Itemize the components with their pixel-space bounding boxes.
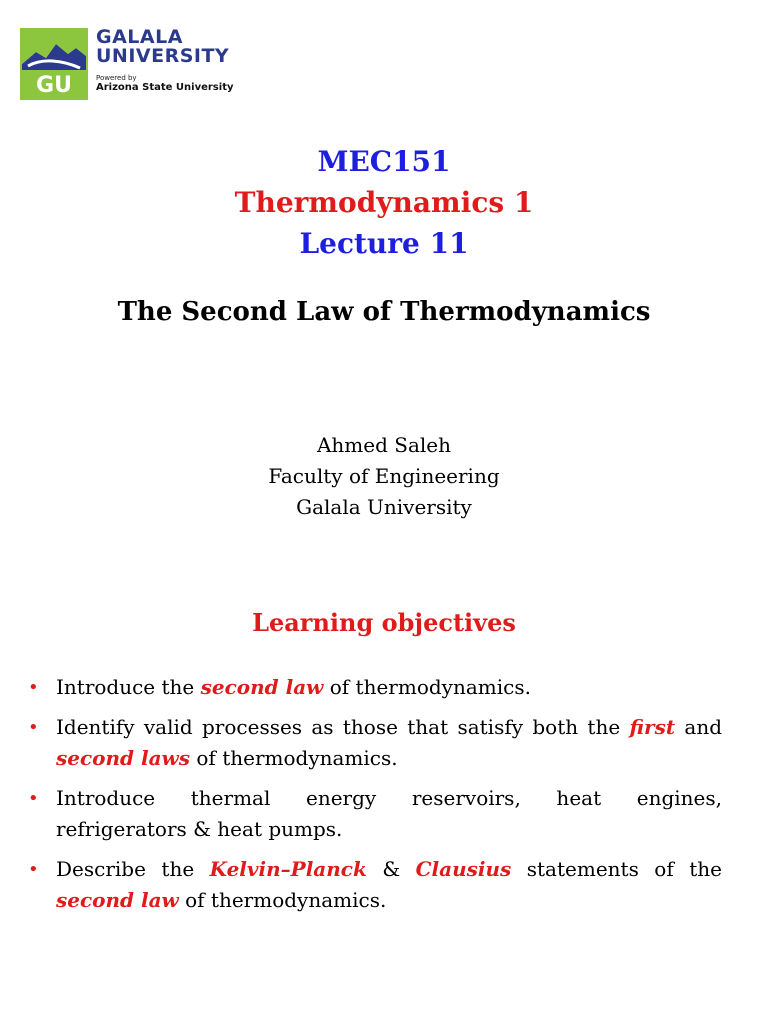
course-code: MEC151 (317, 145, 451, 178)
gu-emblem-icon (20, 28, 88, 100)
objective-emphasis: Clausius (415, 857, 512, 881)
objective-text: & (366, 857, 416, 881)
logo-text-block (96, 28, 234, 94)
objective-emphasis: first (629, 715, 676, 739)
objectives-list (28, 672, 722, 925)
university-logo (20, 28, 234, 100)
objective-text: Introduce thermal energy reservoirs, heat engines, (56, 786, 722, 810)
objective-emphasis: second law (56, 888, 179, 912)
logo-name-line2: UNIVERSITY (96, 45, 230, 67)
objective-text: statements of the (511, 857, 722, 881)
objective-emphasis: second laws (56, 746, 191, 770)
logo-partner: Arizona State University (96, 82, 234, 93)
bullet-icon: • (28, 859, 39, 880)
bullet-icon: • (28, 788, 39, 809)
objective-text: Identify valid processes as those that satisfy both the (56, 715, 630, 739)
objective-text: refrigerators & heat pumps. (56, 817, 343, 841)
objectives-heading: Learning objectives (252, 608, 516, 637)
author-block (0, 430, 768, 523)
bullet-icon: • (28, 677, 39, 698)
lecture-number: Lecture 11 (299, 227, 469, 260)
list-item (28, 672, 722, 703)
objective-text: of thermodynamics. (178, 888, 387, 912)
objective-text: Describe the (56, 857, 210, 881)
author-name: Ahmed Saleh (316, 433, 452, 457)
objective-text: of thermodynamics. (323, 675, 531, 699)
lecture-title: The Second Law of Thermodynamics (117, 297, 651, 327)
list-item (28, 712, 722, 774)
objective-text: and (675, 715, 722, 739)
logo-name-line1: GALALA (96, 26, 183, 48)
author-faculty: Faculty of Engineering (268, 464, 500, 488)
bullet-icon: • (28, 717, 39, 738)
course-name: Thermodynamics 1 (234, 186, 534, 219)
objective-text: of thermodynamics. (190, 746, 398, 770)
objective-text: Introduce the (56, 675, 201, 699)
objective-emphasis: second law (200, 675, 324, 699)
logo-powered-by: Powered by (96, 74, 137, 82)
logo-monogram: GU (36, 73, 72, 98)
list-item (28, 854, 722, 916)
author-university: Galala University (296, 495, 472, 519)
objective-emphasis: Kelvin–Planck (209, 857, 367, 881)
list-item (28, 783, 722, 845)
